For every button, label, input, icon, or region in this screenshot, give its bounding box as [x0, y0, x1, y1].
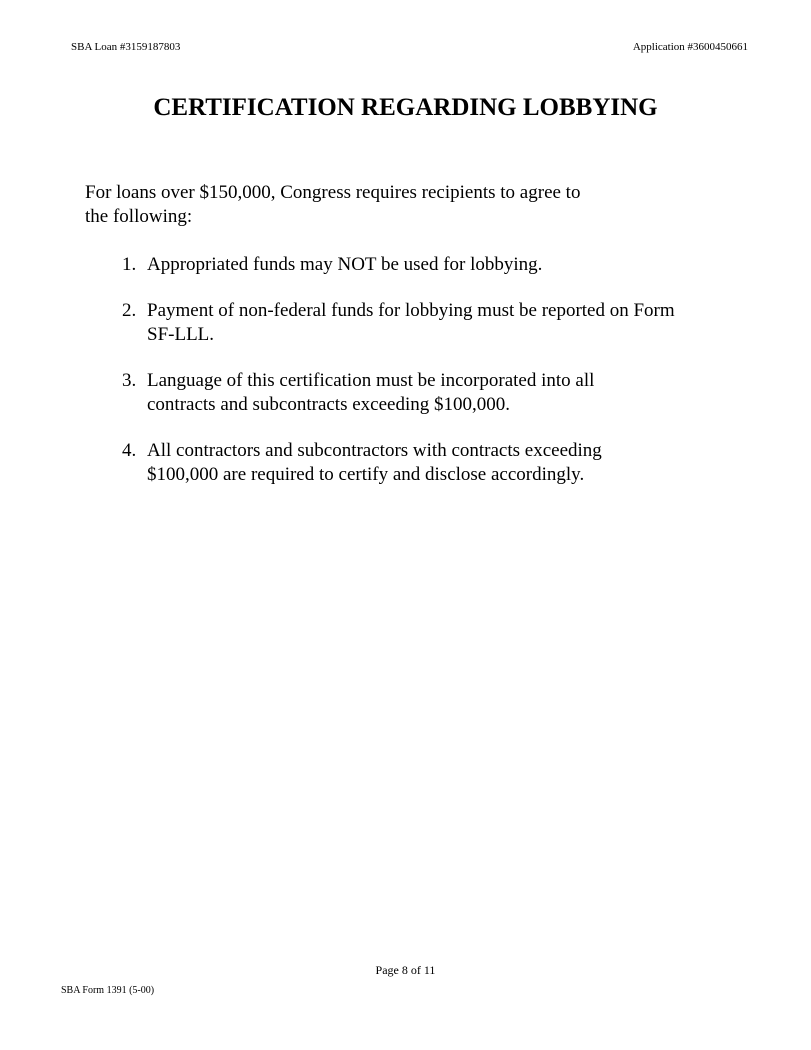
item-line: Appropriated funds may NOT be used for lobbying. [147, 254, 543, 275]
list-item [122, 439, 762, 487]
item-line: SF-LLL. [147, 324, 215, 345]
item-line: contracts and subcontracts exceeding $100,000. [147, 394, 510, 415]
loan-number: SBA Loan #3159187803 [71, 41, 181, 53]
list-item [122, 299, 762, 347]
list-item [122, 253, 762, 277]
intro-line: For loans over $150,000, Congress requires recipients to agree to [85, 182, 581, 203]
requirements-list [122, 253, 762, 509]
item-text [147, 369, 762, 417]
item-number: 4. [122, 440, 137, 461]
item-line: Language of this certification must be incorporated into all [147, 370, 595, 391]
intro-line: the following: [85, 206, 193, 227]
item-text [147, 299, 762, 347]
form-identifier: SBA Form 1391 (5-00) [61, 985, 155, 996]
item-number: 3. [122, 370, 137, 391]
item-text [147, 439, 762, 487]
application-number: Application #3600450661 [632, 41, 748, 53]
item-line: Payment of non-federal funds for lobbying must be reported on Form [147, 300, 675, 321]
item-line: $100,000 are required to certify and disclose accordingly. [147, 464, 585, 485]
page-title: CERTIFICATION REGARDING LOBBYING [153, 94, 658, 121]
page-number: Page 8 of 11 [375, 963, 436, 977]
intro-paragraph [85, 181, 685, 229]
item-line: All contractors and subcontractors with contracts exceeding [147, 440, 602, 461]
list-item [122, 369, 762, 417]
item-number: 1. [122, 254, 137, 275]
item-number: 2. [122, 300, 137, 321]
item-text [147, 253, 762, 277]
